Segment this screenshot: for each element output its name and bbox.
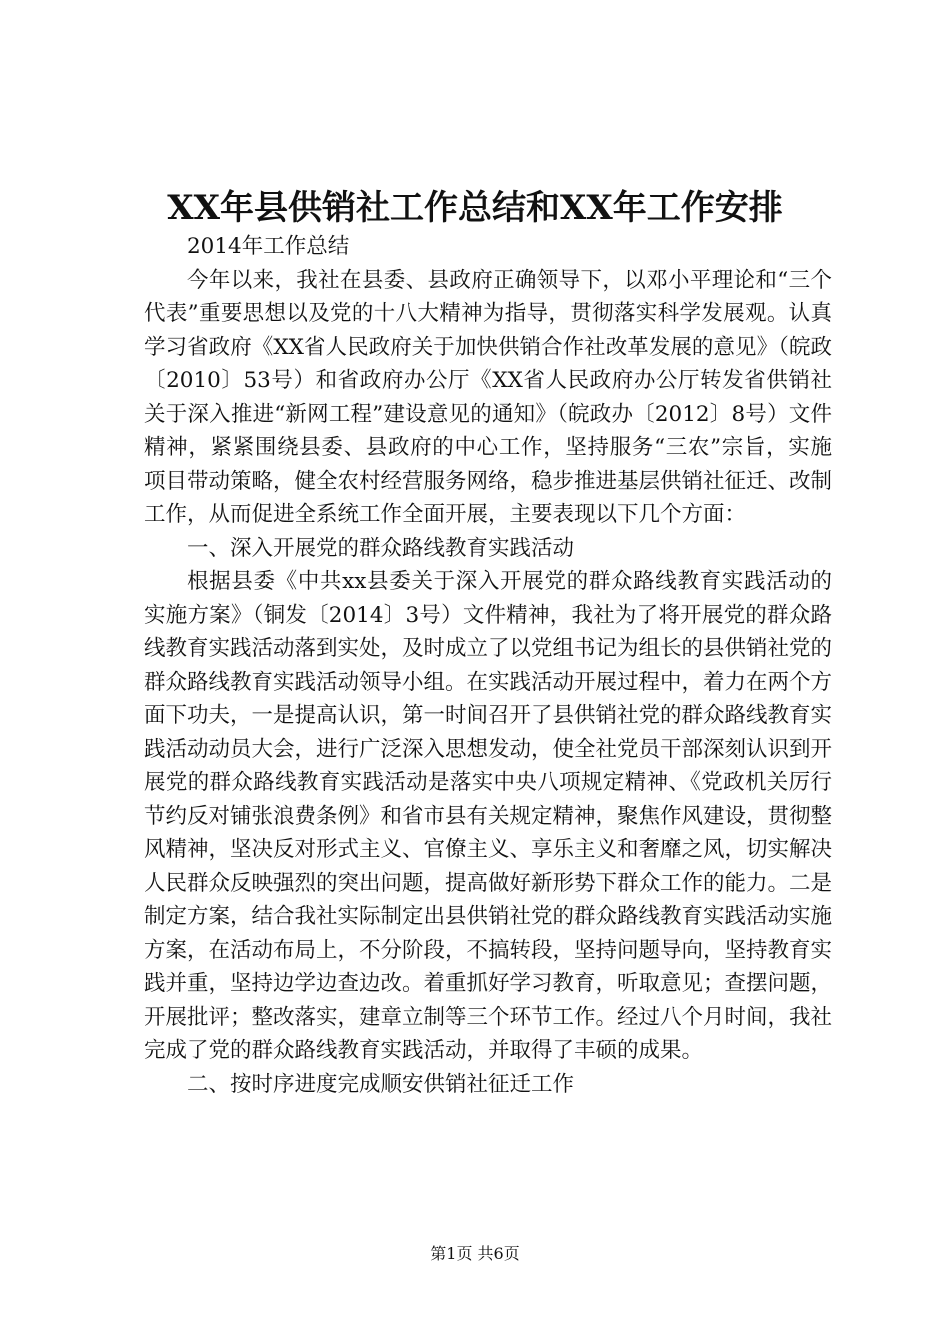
paragraph-section-1: 根据县委《中共xx县委关于深入开展党的群众路线教育实践活动的实施方案》（铜发〔2014〕3号）文件精神，我社为了将开展党的群众路线教育实践活动落到实处，及时成立了以党组书记为组长的县供销社党的群众路线教育实践活动领导小组。在实践活动开展过程中，着力在两个方面下功夫，一是提高认识，第一时间召开了县供销社党的群众路线教育实践活动动员大会，进行广泛深入思想发动，使全社党员干部深刻认识到开展党的群众路线教育实践活动是落实中央八项规定精神、《党政机关厉行节约反对铺张浪费条例》和省市县有关规定精神，聚焦作风建设，贯彻整风精神，坚决反对形式主义、官僚主义、享乐主义和奢靡之风，切实解决人民群众反映强烈的突出问题，提高做好新形势下群众工作的能力。二是制定方案，结合我社实际制定出县供销社党的群众路线教育实践活动实施方案，在活动布局上，不分阶段，不搞转段，坚持问题导向，坚持教育实践并重，坚持边学边查边改。着重抓好学习教育，听取意见；查摆问题，开展批评；整改落实，建章立制等三个环节工作。经过八个月时间，我社完成了党的群众路线教育实践活动，并取得了丰硕的成果。: [144, 569, 833, 1063]
section-heading-2: 二、按时序进度完成顺安供销社征迁工作: [187, 1071, 575, 1097]
section-heading-summary: 2014年工作总结: [187, 234, 350, 259]
section-heading-1: 一、深入开展党的群众路线教育实践活动: [187, 535, 575, 561]
page-footer: 第1页 共6页: [430, 1244, 520, 1263]
paragraph-intro: 今年以来，我社在县委、县政府正确领导下，以邓小平理论和“三个代表”重要思想以及党的十八大精神为指导，贯彻落实科学发展观。认真学习省政府《XX省人民政府关于加快供销合作社改革发展的意见》（皖政〔2010〕53号）和省政府办公厅《XX省人民政府办公厅转发省供销社关于深入推进“新网工程”建设意见的通知》（皖政办〔2012〕8号）文件精神，紧紧围绕县委、县政府的中心工作，坚持服务“三农”宗旨，实施项目带动策略，健全农村经营服务网络，稳步推进基层供销社征迁、改制工作，从而促进全系统工作全面开展，主要表现以下几个方面：: [144, 267, 833, 527]
document-title: XX年县供销社工作总结和XX年工作安排: [167, 188, 783, 228]
document-body: [144, 230, 832, 1101]
